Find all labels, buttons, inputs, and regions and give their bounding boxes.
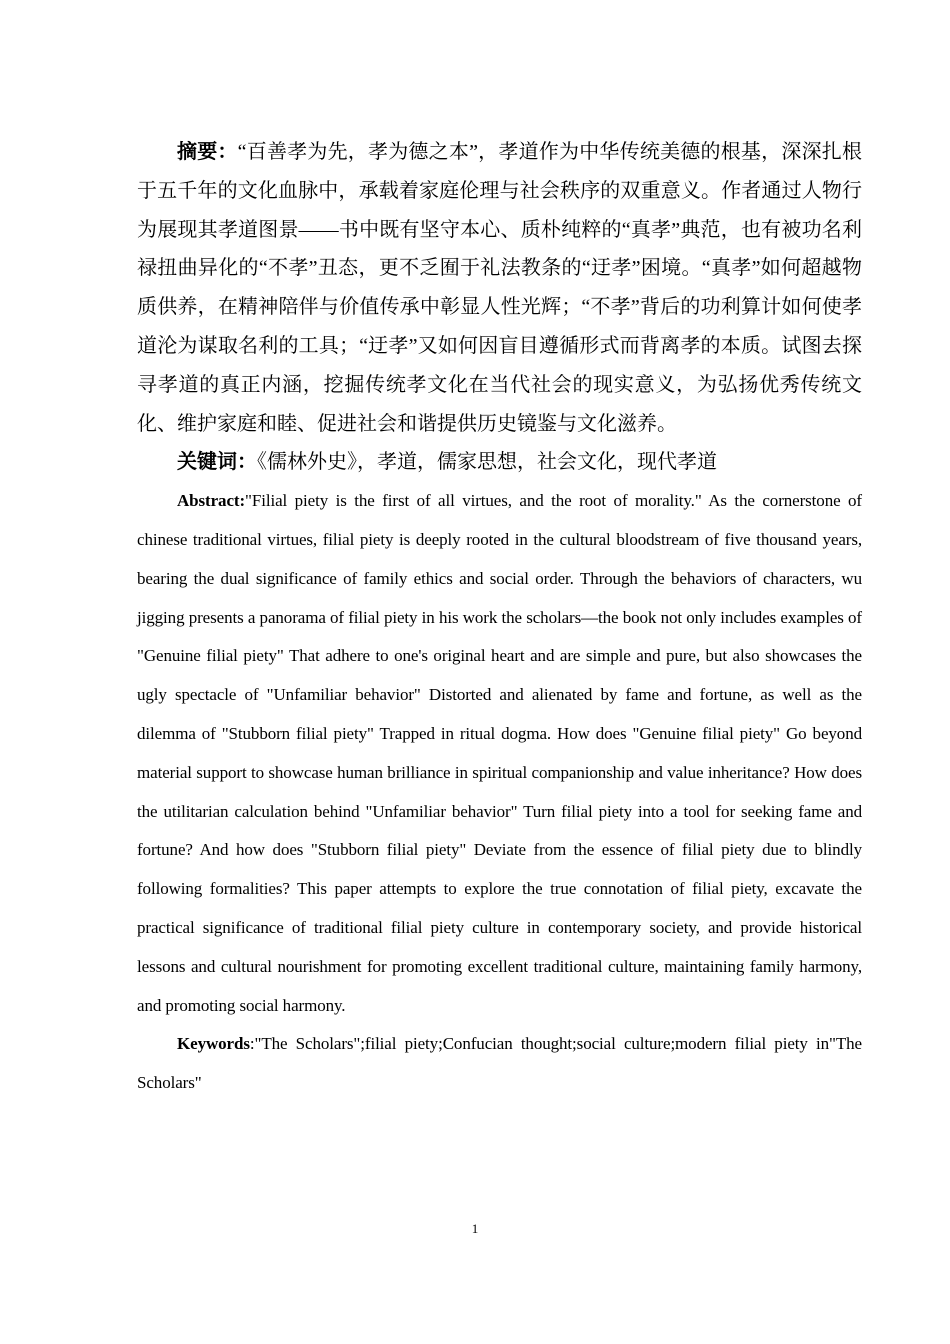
keywords-cn-paragraph (137, 443, 862, 482)
document-body (137, 133, 862, 1103)
abstract-en-paragraph (137, 482, 862, 1025)
abstract-en-text: "Filial piety is the first of all virtues, and the root of morality." As the cornerstone of chinese traditional virtues, filial piety is deeply rooted in the cultural bloodstream of five thousand years, bearing the dual significance of family ethics and social order. Through the behaviors of characters, wu jigging presents a panorama of filial piety in his work the scholars—the book not only includes examples of "Genuine filial piety" That adhere to one's original heart and are simple and pure, but also showcases the ugly spectacle of "Unfamiliar behavior" Distorted and alienated by fame and fortune, as well as the dilemma of "Stubborn filial piety" Trapped in ritual dogma. How does "Genuine filial piety" Go beyond material support to showcase human brilliance in spiritual companionship and value inheritance? How does the utilitarian calculation behind "Unfamiliar behavior" Turn filial piety into a tool for seeking fame and fortune? And how does "Stubborn filial piety" Deviate from the essence of filial piety due to blindly following formalities? This paper attempts to explore the true connotation of filial piety, excavate the practical significance of traditional filial piety culture in contemporary society, and provide historical lessons and cultural nourishment for promoting excellent traditional culture, maintaining family harmony, and promoting social harmony. (137, 491, 862, 1015)
abstract-cn-label: 摘要： (177, 141, 238, 163)
keywords-cn-text: 《儒林外史》，孝道，儒家思想，社会文化，现代孝道 (257, 451, 717, 474)
keywords-en-paragraph (137, 1025, 862, 1103)
keywords-en-label: Keywords (177, 1034, 250, 1054)
keywords-en-text: :"The Scholars";filial piety;Confucian thought;social culture;modern filial piety in"The Scholars" (137, 1034, 862, 1093)
keywords-cn-label: 关键词： (177, 451, 257, 474)
abstract-cn-text: “百善孝为先，孝为德之本”，孝道作为中华传统美德的根基，深深扎根于五千年的文化血脉中，承载着家庭伦理与社会秩序的双重意义。作者通过人物行为展现其孝道图景——书中既有坚守本心、质朴纯粹的“真孝”典范，也有被功名利禄扭曲异化的“不孝”丑态，更不乏囿于礼法教条的“迂孝”困境。“真孝”如何超越物质供养，在精神陪伴与价值传承中彰显人性光辉；“不孝”背后的功利算计如何使孝道沦为谋取名利的工具；“迂孝”又如何因盲目遵循形式而背离孝的本质。试图去探寻孝道的真正内涵，挖掘传统孝文化在当代社会的现实意义，为弘扬优秀传统文化、维护家庭和睦、促进社会和谐提供历史镜鉴与文化滋养。 (137, 141, 862, 435)
page-number: 1 (471, 1221, 479, 1236)
abstract-en-label: Abstract: (177, 491, 246, 511)
abstract-cn-paragraph (137, 133, 862, 443)
